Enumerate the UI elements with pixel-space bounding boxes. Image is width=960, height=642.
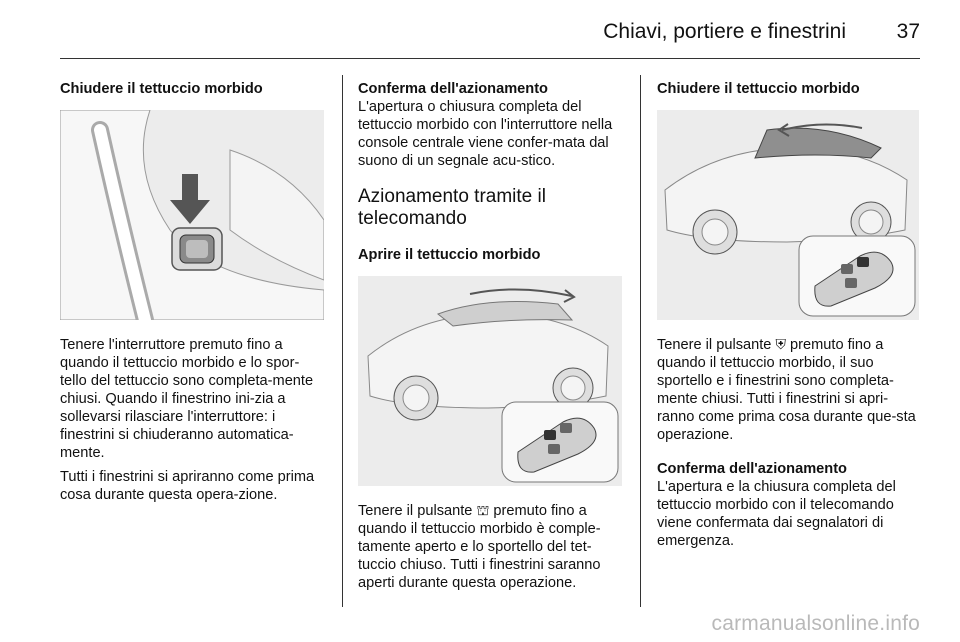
paragraph: Tenere l'interruttore premuto fino a quando il tettuccio morbido e lo spor-tello del tettuccio sono completa-mente chiusi. Quando il finestrino ini-zia a sollevarsi rilasciare l'interruttore: i finestrini si chiuderanno automatica-mente.	[60, 337, 314, 461]
paragraph: Tenere il pulsante ⛨ premuto fino a quando il tettuccio morbido, il suo sportello e i finestrini sono completa-mente chiusi. Tutti i finestrini si apri-ranno come prima cosa durante que-sta operazione.	[657, 337, 916, 443]
column-divider	[640, 75, 641, 607]
section-heading: Aprire il tettuccio morbido	[358, 247, 541, 263]
watermark: carmanualsonline.info	[711, 612, 920, 635]
paragraph: Tutti i finestrini si apriranno come prima cosa durante questa opera-zione.	[60, 469, 315, 503]
page-title: Chiavi, portiere e finestrini	[603, 20, 846, 43]
page-header	[60, 18, 920, 58]
confirm-heading: Conferma dell'azionamento	[657, 461, 847, 477]
column-divider	[342, 75, 343, 607]
roof-open-icon: ⛫	[476, 503, 490, 519]
console-switch-illustration	[60, 110, 324, 320]
car-roof-closed-illustration	[657, 110, 919, 320]
roof-close-icon: ⛨	[775, 337, 786, 353]
section-heading: Chiudere il tettuccio morbido	[657, 81, 860, 97]
confirm-heading: Conferma dell'azionamento	[358, 81, 548, 97]
column-right	[657, 80, 923, 550]
car-roof-open-illustration	[358, 276, 622, 486]
section-heading: Chiudere il tettuccio morbido	[60, 81, 263, 97]
section-title: Azionamento tramite il telecomando	[358, 186, 546, 229]
paragraph: L'apertura e la chiusura completa del tettuccio morbido con il telecomando viene confermata dai segnalatori di emergenza.	[657, 479, 896, 549]
header-rule	[60, 58, 920, 59]
column-left	[60, 80, 326, 504]
column-middle	[358, 80, 626, 592]
paragraph: Tenere il pulsante ⛫ premuto fino a quando il tettuccio morbido è comple-tamente aperto e lo sportello del tet-tuccio chiuso. Tutti i finestrini saranno aperti durante questa operazione.	[358, 503, 601, 591]
page-number: 37	[896, 20, 920, 43]
paragraph: L'apertura o chiusura completa del tettuccio morbido con l'interruttore nella console centrale viene confer-mata dal suono di un segnale acu-stico.	[358, 99, 613, 169]
